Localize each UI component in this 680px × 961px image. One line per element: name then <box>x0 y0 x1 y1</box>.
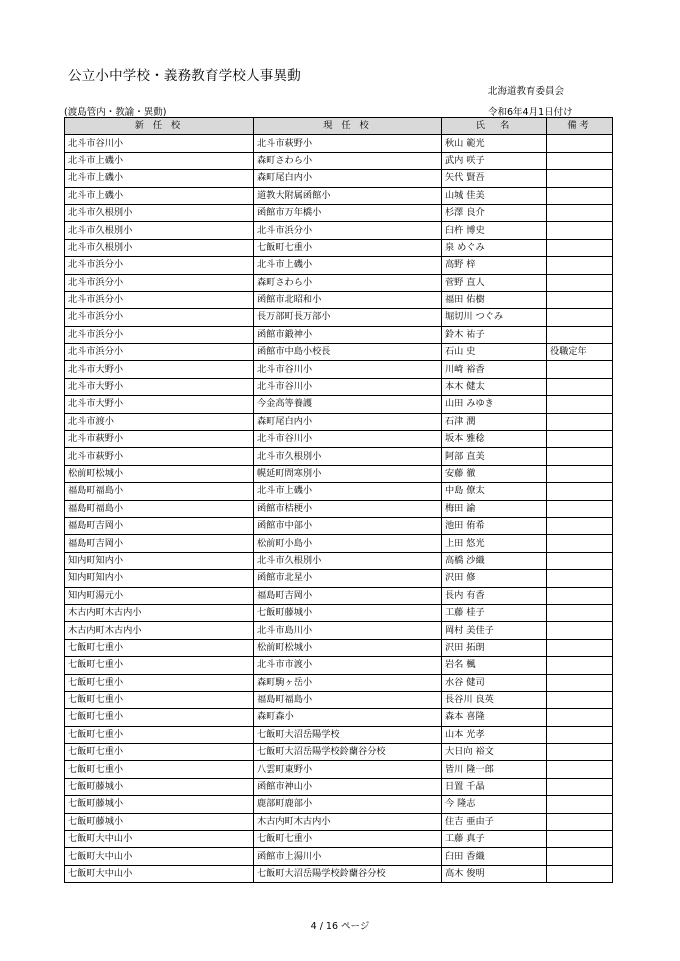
table-row <box>65 483 613 500</box>
remarks-cell <box>547 535 613 552</box>
header-new-school: 新 任 校 <box>65 118 254 135</box>
current-school-cell: 北斗市久根別小 <box>254 552 442 569</box>
current-school-cell: 北斗市谷川小 <box>254 431 442 448</box>
page-number: 4 / 16 ページ <box>310 921 370 932</box>
new-school-cell: 福島町福島小 <box>65 483 254 500</box>
header-remarks: 備考 <box>547 118 613 135</box>
remarks-cell <box>547 291 613 308</box>
current-school-cell: 今金高等養護 <box>254 396 442 413</box>
table-row <box>65 361 613 378</box>
name-cell: 川崎 裕香 <box>442 361 547 378</box>
new-school-cell: 七飯町大中山小 <box>65 848 254 865</box>
new-school-cell: 北斗市大野小 <box>65 361 254 378</box>
current-school-cell: 森町尾白内小 <box>254 170 442 187</box>
table-row <box>65 848 613 865</box>
current-school-cell: 七飯町七重小 <box>254 239 442 256</box>
new-school-cell: 北斗市久根別小 <box>65 222 254 239</box>
table-row <box>65 604 613 621</box>
new-school-cell: 北斗市浜分小 <box>65 326 254 343</box>
new-school-cell: 七飯町七重小 <box>65 639 254 656</box>
new-school-cell: 北斗市久根別小 <box>65 239 254 256</box>
remarks-cell: 役職定年 <box>547 344 613 361</box>
new-school-cell: 北斗市久根別小 <box>65 204 254 221</box>
remarks-cell <box>547 483 613 500</box>
remarks-cell <box>547 657 613 674</box>
table-row <box>65 674 613 691</box>
remarks-cell <box>547 448 613 465</box>
name-cell: 工藤 桂子 <box>442 604 547 621</box>
current-school-cell: 木古内町木古内小 <box>254 813 442 830</box>
remarks-cell <box>547 587 613 604</box>
new-school-cell: 木古内町木古内小 <box>65 622 254 639</box>
remarks-cell <box>547 726 613 743</box>
table-row <box>65 517 613 534</box>
remarks-cell <box>547 622 613 639</box>
remarks-cell <box>547 848 613 865</box>
current-school-cell: 北斗市谷川小 <box>254 378 442 395</box>
new-school-cell: 北斗市大野小 <box>65 396 254 413</box>
table-row <box>65 378 613 395</box>
new-school-cell: 北斗市上磯小 <box>65 187 254 204</box>
remarks-cell <box>547 187 613 204</box>
current-school-cell: 松前町小島小 <box>254 535 442 552</box>
name-cell: 臼杵 博史 <box>442 222 547 239</box>
remarks-cell <box>547 691 613 708</box>
current-school-cell: 北斗市萩野小 <box>254 135 442 152</box>
new-school-cell: 知内町知内小 <box>65 570 254 587</box>
new-school-cell: 北斗市谷川小 <box>65 135 254 152</box>
new-school-cell: 北斗市浜分小 <box>65 344 254 361</box>
new-school-cell: 七飯町七重小 <box>65 744 254 761</box>
name-cell: 大日向 裕文 <box>442 744 547 761</box>
current-school-cell: 七飯町大沼岳陽学校鈴蘭谷分校 <box>254 744 442 761</box>
table-row <box>65 865 613 882</box>
table-row <box>65 831 613 848</box>
remarks-cell <box>547 744 613 761</box>
remarks-cell <box>547 274 613 291</box>
new-school-cell: 福島町福島小 <box>65 500 254 517</box>
remarks-cell <box>547 361 613 378</box>
current-school-cell: 七飯町大沼岳陽学校 <box>254 726 442 743</box>
name-cell: 秋山 範光 <box>442 135 547 152</box>
table-row <box>65 344 613 361</box>
table-row <box>65 570 613 587</box>
new-school-cell: 北斗市浜分小 <box>65 291 254 308</box>
name-cell: 福田 佑樹 <box>442 291 547 308</box>
new-school-cell: 北斗市浜分小 <box>65 274 254 291</box>
current-school-cell: 北斗市上磯小 <box>254 483 442 500</box>
table-row <box>65 587 613 604</box>
current-school-cell: 森町さわら小 <box>254 274 442 291</box>
table-row <box>65 135 613 152</box>
table-row <box>65 657 613 674</box>
table-row <box>65 691 613 708</box>
table-row <box>65 152 613 169</box>
table-row <box>65 204 613 221</box>
name-cell: 泉 めぐみ <box>442 239 547 256</box>
new-school-cell: 七飯町七重小 <box>65 761 254 778</box>
name-cell: 今 隆志 <box>442 796 547 813</box>
table-row <box>65 257 613 274</box>
remarks-cell <box>547 552 613 569</box>
table-header-row <box>65 118 613 135</box>
name-cell: 堀切川 つぐみ <box>442 309 547 326</box>
new-school-cell: 七飯町藤城小 <box>65 796 254 813</box>
new-school-cell: 七飯町藤城小 <box>65 813 254 830</box>
current-school-cell: 長万部町長万部小 <box>254 309 442 326</box>
current-school-cell: 函館市北星小 <box>254 570 442 587</box>
new-school-cell: 七飯町七重小 <box>65 674 254 691</box>
name-cell: 石山 史 <box>442 344 547 361</box>
name-cell: 上田 悠光 <box>442 535 547 552</box>
name-cell: 矢代 賢吾 <box>442 170 547 187</box>
remarks-cell <box>547 326 613 343</box>
name-cell: 臼田 香織 <box>442 848 547 865</box>
name-cell: 中島 僚太 <box>442 483 547 500</box>
name-cell: 高木 俊明 <box>442 865 547 882</box>
name-cell: 本木 健太 <box>442 378 547 395</box>
new-school-cell: 七飯町七重小 <box>65 726 254 743</box>
remarks-cell <box>547 204 613 221</box>
table-row <box>65 796 613 813</box>
remarks-cell <box>547 500 613 517</box>
table-row <box>65 744 613 761</box>
current-school-cell: 七飯町大沼岳陽学校鈴蘭谷分校 <box>254 865 442 882</box>
personnel-table <box>64 117 613 883</box>
name-cell: 坂本 雅稔 <box>442 431 547 448</box>
name-cell: 岡村 美佳子 <box>442 622 547 639</box>
name-cell: 高野 梓 <box>442 257 547 274</box>
name-cell: 住吉 亜由子 <box>442 813 547 830</box>
current-school-cell: 七飯町七重小 <box>254 831 442 848</box>
current-school-cell: 七飯町藤城小 <box>254 604 442 621</box>
name-cell: 山城 佳美 <box>442 187 547 204</box>
header-name: 氏 名 <box>442 118 547 135</box>
remarks-cell <box>547 152 613 169</box>
table-row <box>65 187 613 204</box>
remarks-cell <box>547 239 613 256</box>
header-current-school: 現 任 校 <box>254 118 442 135</box>
name-cell: 杉澤 良介 <box>442 204 547 221</box>
new-school-cell: 七飯町七重小 <box>65 709 254 726</box>
new-school-cell: 北斗市上磯小 <box>65 170 254 187</box>
document-title: 公立小中学校・義務教育学校人事異動 <box>68 68 301 84</box>
name-cell: 岩名 楓 <box>442 657 547 674</box>
table-row <box>65 326 613 343</box>
current-school-cell: 函館市神山小 <box>254 778 442 795</box>
table-row <box>65 709 613 726</box>
current-school-cell: 北斗市上磯小 <box>254 257 442 274</box>
remarks-cell <box>547 431 613 448</box>
current-school-cell: 北斗市市渡小 <box>254 657 442 674</box>
new-school-cell: 七飯町七重小 <box>65 657 254 674</box>
new-school-cell: 福島町吉岡小 <box>65 535 254 552</box>
table-row <box>65 431 613 448</box>
table-body <box>65 135 613 883</box>
new-school-cell: 七飯町大中山小 <box>65 865 254 882</box>
effective-date: 令和6年4月1日付け <box>488 107 573 118</box>
remarks-cell <box>547 135 613 152</box>
current-school-cell: 北斗市浜分小 <box>254 222 442 239</box>
current-school-cell: 幌延町問寒別小 <box>254 465 442 482</box>
name-cell: 石津 潤 <box>442 413 547 430</box>
remarks-cell <box>547 378 613 395</box>
table-row <box>65 552 613 569</box>
current-school-cell: 北斗市久根別小 <box>254 448 442 465</box>
current-school-cell: 函館市中島小校長 <box>254 344 442 361</box>
remarks-cell <box>547 413 613 430</box>
name-cell: 山田 みゆき <box>442 396 547 413</box>
name-cell: 安藤 徹 <box>442 465 547 482</box>
remarks-cell <box>547 170 613 187</box>
table-row <box>65 239 613 256</box>
table-row <box>65 726 613 743</box>
current-school-cell: 八雲町東野小 <box>254 761 442 778</box>
current-school-cell: 松前町松城小 <box>254 639 442 656</box>
remarks-cell <box>547 709 613 726</box>
new-school-cell: 北斗市萩野小 <box>65 448 254 465</box>
current-school-cell: 函館市鍛神小 <box>254 326 442 343</box>
table-row <box>65 535 613 552</box>
new-school-cell: 北斗市萩野小 <box>65 431 254 448</box>
current-school-cell: 北斗市島川小 <box>254 622 442 639</box>
document-subtitle: (渡島管内・教諭・異動) <box>64 107 167 118</box>
remarks-cell <box>547 639 613 656</box>
table-row <box>65 813 613 830</box>
current-school-cell: 函館市上湯川小 <box>254 848 442 865</box>
new-school-cell: 北斗市渡小 <box>65 413 254 430</box>
remarks-cell <box>547 396 613 413</box>
current-school-cell: 森町駒ヶ岳小 <box>254 674 442 691</box>
remarks-cell <box>547 674 613 691</box>
name-cell: 阿部 直美 <box>442 448 547 465</box>
table-row <box>65 291 613 308</box>
name-cell: 工藤 真子 <box>442 831 547 848</box>
issuing-organization: 北海道教育委員会 <box>488 86 565 97</box>
current-school-cell: 森町森小 <box>254 709 442 726</box>
table-row <box>65 465 613 482</box>
table-row <box>65 396 613 413</box>
remarks-cell <box>547 257 613 274</box>
new-school-cell: 知内町湯元小 <box>65 587 254 604</box>
table-row <box>65 222 613 239</box>
new-school-cell: 知内町知内小 <box>65 552 254 569</box>
name-cell: 池田 侑希 <box>442 517 547 534</box>
name-cell: 水谷 健司 <box>442 674 547 691</box>
remarks-cell <box>547 778 613 795</box>
table-row <box>65 761 613 778</box>
new-school-cell: 松前町松城小 <box>65 465 254 482</box>
table-row <box>65 413 613 430</box>
remarks-cell <box>547 865 613 882</box>
current-school-cell: 函館市桔梗小 <box>254 500 442 517</box>
name-cell: 沢田 修 <box>442 570 547 587</box>
current-school-cell: 鹿部町鹿部小 <box>254 796 442 813</box>
current-school-cell: 森町尾白内小 <box>254 413 442 430</box>
remarks-cell <box>547 796 613 813</box>
table-row <box>65 778 613 795</box>
current-school-cell: 函館市北昭和小 <box>254 291 442 308</box>
name-cell: 菅野 直人 <box>442 274 547 291</box>
remarks-cell <box>547 465 613 482</box>
name-cell: 鈴木 祐子 <box>442 326 547 343</box>
new-school-cell: 七飯町七重小 <box>65 691 254 708</box>
table-row <box>65 448 613 465</box>
name-cell: 長谷川 良英 <box>442 691 547 708</box>
current-school-cell: 福島町福島小 <box>254 691 442 708</box>
table-row <box>65 500 613 517</box>
table-row <box>65 274 613 291</box>
name-cell: 高橋 沙織 <box>442 552 547 569</box>
name-cell: 梅田 諭 <box>442 500 547 517</box>
name-cell: 森本 喜隆 <box>442 709 547 726</box>
new-school-cell: 七飯町大中山小 <box>65 831 254 848</box>
name-cell: 武内 咲子 <box>442 152 547 169</box>
current-school-cell: 函館市中部小 <box>254 517 442 534</box>
name-cell: 日置 千晶 <box>442 778 547 795</box>
remarks-cell <box>547 309 613 326</box>
current-school-cell: 函館市万年橋小 <box>254 204 442 221</box>
table-row <box>65 639 613 656</box>
remarks-cell <box>547 222 613 239</box>
new-school-cell: 北斗市浜分小 <box>65 257 254 274</box>
name-cell: 長内 有香 <box>442 587 547 604</box>
new-school-cell: 北斗市浜分小 <box>65 309 254 326</box>
remarks-cell <box>547 570 613 587</box>
name-cell: 沢田 拓朗 <box>442 639 547 656</box>
table-row <box>65 309 613 326</box>
new-school-cell: 福島町吉岡小 <box>65 517 254 534</box>
table-row <box>65 622 613 639</box>
name-cell: 皆川 隆一郎 <box>442 761 547 778</box>
name-cell: 山本 光孝 <box>442 726 547 743</box>
new-school-cell: 北斗市上磯小 <box>65 152 254 169</box>
new-school-cell: 七飯町藤城小 <box>65 778 254 795</box>
current-school-cell: 福島町吉岡小 <box>254 587 442 604</box>
remarks-cell <box>547 831 613 848</box>
remarks-cell <box>547 517 613 534</box>
remarks-cell <box>547 761 613 778</box>
current-school-cell: 北斗市谷川小 <box>254 361 442 378</box>
remarks-cell <box>547 813 613 830</box>
current-school-cell: 森町さわら小 <box>254 152 442 169</box>
current-school-cell: 道教大附属函館小 <box>254 187 442 204</box>
table-row <box>65 170 613 187</box>
remarks-cell <box>547 604 613 621</box>
new-school-cell: 木古内町木古内小 <box>65 604 254 621</box>
new-school-cell: 北斗市大野小 <box>65 378 254 395</box>
